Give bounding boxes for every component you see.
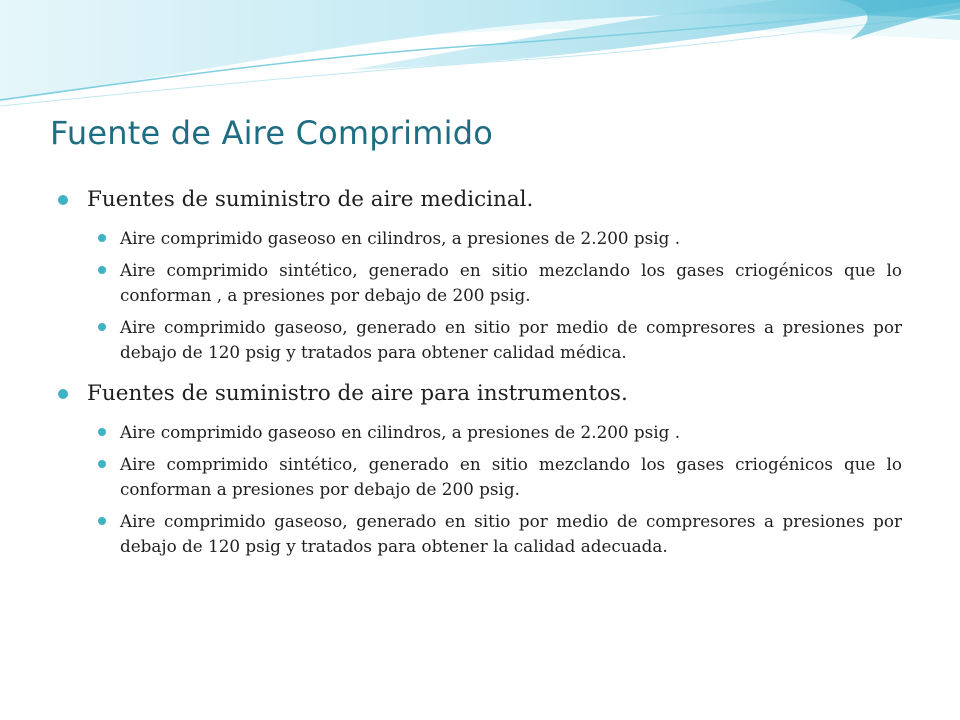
- bullet-icon: [98, 428, 106, 436]
- header-wave-decoration: [0, 0, 960, 115]
- list-item: [120, 509, 902, 559]
- list-item-text: Aire comprimido gaseoso, generado en sitio por medio de compresores a presiones por debajo de 120 psig y tratados para obtener la calidad adecuada.: [120, 511, 902, 556]
- section-heading-instruments: [56, 376, 902, 412]
- bullet-icon: [98, 517, 106, 525]
- section-heading-medicinal: [56, 182, 902, 218]
- list-item: [120, 315, 902, 365]
- bullet-icon: [58, 195, 68, 205]
- list-item-text: Aire comprimido sintético, generado en sitio mezclando los gases criogénicos que lo conforman , a presiones por debajo de 200 psig.: [120, 260, 902, 305]
- list-item: [120, 226, 902, 251]
- list-item: [120, 452, 902, 502]
- bullet-icon: [98, 323, 106, 331]
- bullet-icon: [98, 460, 106, 468]
- list-item-text: Aire comprimido sintético, generado en sitio mezclando los gases criogénicos que lo conforman a presiones por debajo de 200 psig.: [120, 454, 902, 499]
- bullet-icon: [98, 266, 106, 274]
- list-item-text: Aire comprimido gaseoso, generado en sitio por medio de compresores a presiones por debajo de 120 psig y tratados para obtener calidad médica.: [120, 317, 902, 362]
- list-item: [120, 420, 902, 445]
- section-heading-text: Fuentes de suministro de aire medicinal.: [87, 187, 534, 212]
- list-item-text: Aire comprimido gaseoso en cilindros, a presiones de 2.200 psig .: [120, 422, 681, 442]
- slide-content: [56, 182, 902, 566]
- bullet-icon: [98, 234, 106, 242]
- section-heading-text: Fuentes de suministro de aire para instrumentos.: [87, 381, 628, 406]
- list-item-text: Aire comprimido gaseoso en cilindros, a presiones de 2.200 psig .: [120, 228, 681, 248]
- slide-title: Fuente de Aire Comprimido: [50, 114, 493, 152]
- list-item: [120, 258, 902, 308]
- bullet-icon: [58, 389, 68, 399]
